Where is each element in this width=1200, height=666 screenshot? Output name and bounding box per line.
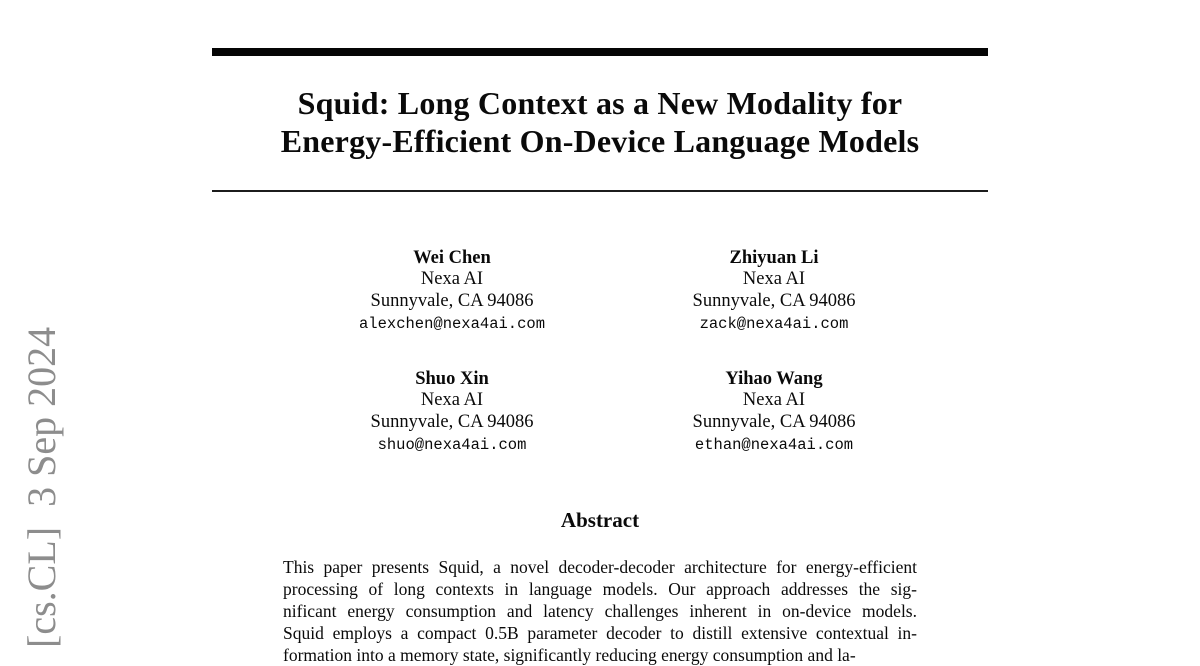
author-affiliation: Nexa AI [742, 269, 806, 289]
author-name: Wei Chen [413, 248, 491, 268]
author-affiliation: Nexa AI [420, 390, 484, 410]
paper-title [212, 84, 988, 160]
abstract-body [283, 556, 917, 666]
author-email: shuo@nexa4ai.com [377, 436, 527, 454]
author-row-2 [225, 369, 1001, 456]
author-block [297, 369, 607, 456]
author-block [297, 248, 607, 335]
abstract-line: nificant energy consumption and latency challenges inherent in on-device models. [283, 601, 917, 621]
paper-title-line-1: Squid: Long Context as a New Modality for [297, 85, 903, 121]
author-email: ethan@nexa4ai.com [694, 436, 854, 454]
author-location: Sunnyvale, CA 94086 [370, 290, 534, 311]
author-row-1 [225, 248, 1001, 335]
abstract-line-clipped: formation into a memory state, significantly reducing energy consumption and la- [283, 645, 856, 665]
author-location: Sunnyvale, CA 94086 [370, 411, 534, 432]
top-rule [212, 48, 988, 56]
author-affiliation: Nexa AI [420, 269, 484, 289]
author-email: zack@nexa4ai.com [699, 315, 849, 333]
title-rule [212, 190, 988, 192]
author-location: Sunnyvale, CA 94086 [692, 411, 856, 432]
author-name: Yihao Wang [725, 369, 823, 389]
arxiv-watermark: [cs.CL] 3 Sep 2024 [19, 326, 64, 648]
author-location: Sunnyvale, CA 94086 [692, 290, 856, 311]
abstract-line: This paper presents Squid, a novel decoder-decoder architecture for energy-efficient [283, 557, 917, 577]
abstract-heading: Abstract [560, 508, 640, 532]
author-block [619, 248, 929, 335]
author-block [619, 369, 929, 456]
author-affiliation: Nexa AI [742, 390, 806, 410]
abstract-line: Squid employs a compact 0.5B parameter decoder to distill extensive contextual in- [283, 623, 917, 643]
abstract-line: processing of long contexts in language models. Our approach addresses the sig- [283, 579, 917, 599]
author-name: Shuo Xin [415, 369, 489, 389]
paper-title-line-2: Energy-Efficient On-Device Language Models [280, 123, 920, 159]
author-section [212, 248, 988, 456]
author-email: alexchen@nexa4ai.com [358, 315, 546, 333]
author-name: Zhiyuan Li [729, 248, 819, 268]
